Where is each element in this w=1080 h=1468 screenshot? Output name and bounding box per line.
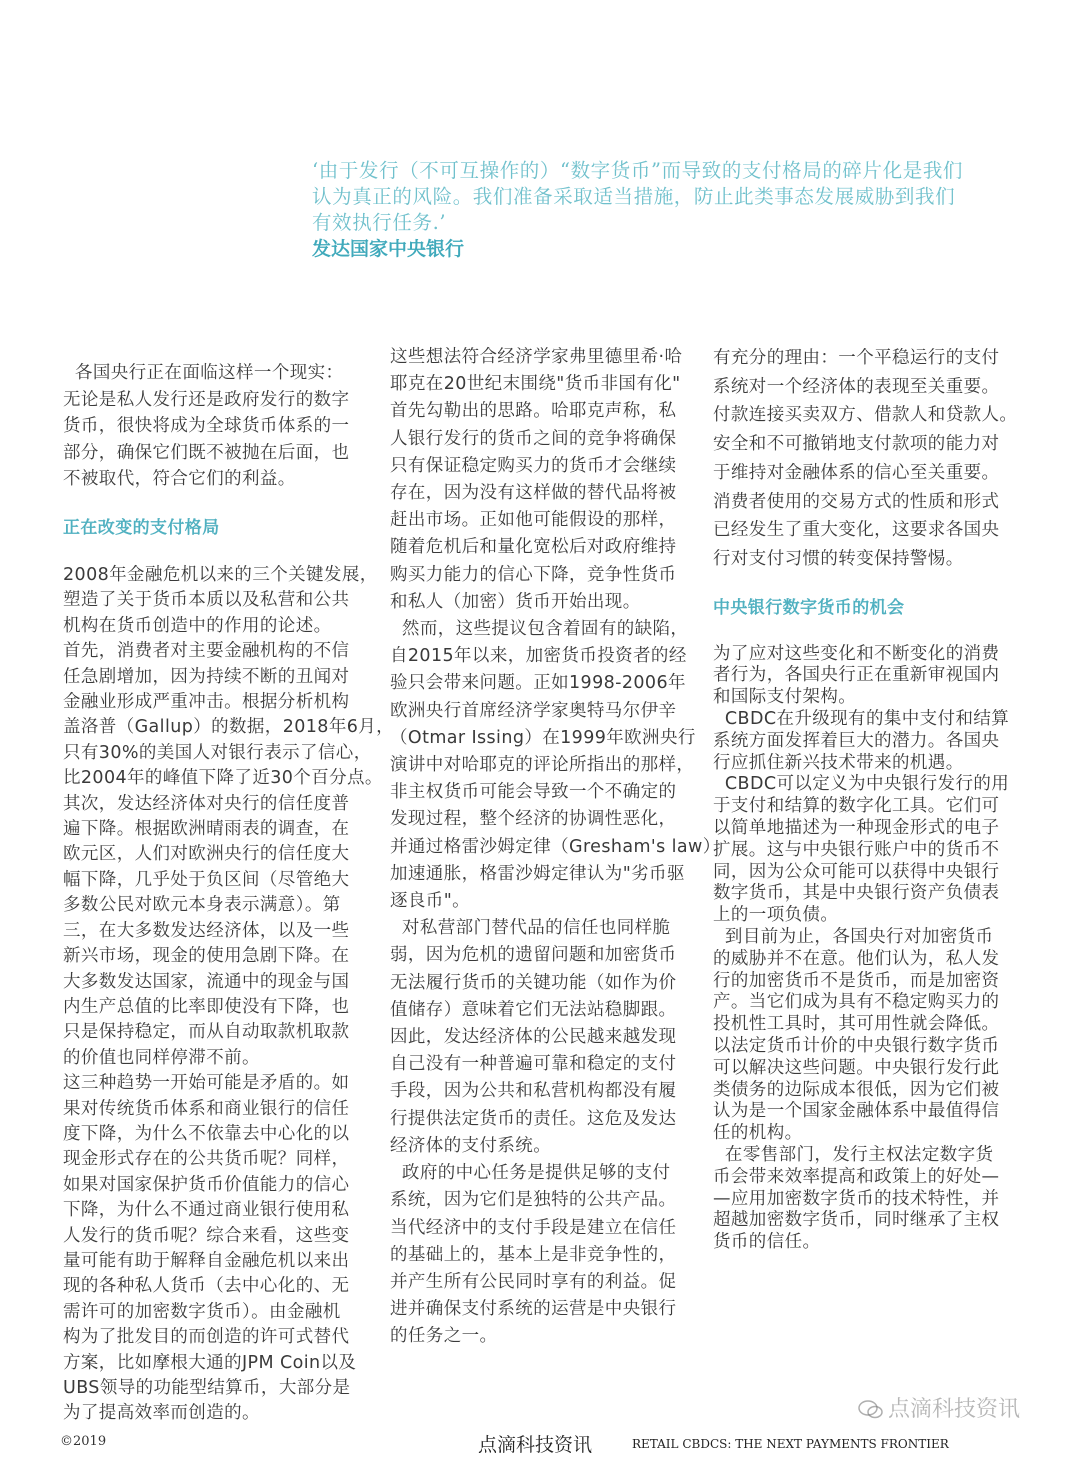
text-line: 自己没有一种普遍可靠和稳定的支付 bbox=[390, 1054, 677, 1075]
text-line: 货币的信任。 bbox=[713, 1232, 821, 1253]
text-line: 产。当它们成为具有不稳定购买力的 bbox=[713, 992, 1000, 1013]
text-line: 到目前为止，各国央行对加密货币 bbox=[713, 926, 994, 947]
text-line: 弱，因为危机的遗留问题和加密货币 bbox=[390, 945, 677, 966]
text-line: 遍下降。根据欧洲晴雨表的调查，在 bbox=[63, 819, 350, 840]
text-line: CBDC在升级现有的集中支付和结算 bbox=[713, 709, 1010, 730]
text-line: 货币，很快将成为全球货币体系的一 bbox=[63, 416, 350, 436]
text-line: 部分，确保它们既不被抛在后面，也 bbox=[63, 442, 350, 463]
text-line: 投机性工具时，其可用性就会降低。 bbox=[713, 1014, 1000, 1035]
text-line: 认为是一个国家金融体系中最值得信 bbox=[713, 1101, 1000, 1122]
text-line: 多数公民对欧元本身表示满意）。第 bbox=[63, 895, 341, 916]
text-line: 以法定货币计价的中央银行数字货币 bbox=[713, 1035, 1000, 1056]
text-line: 这些想法符合经济学家弗里德里希·哈 bbox=[390, 347, 683, 367]
paragraph bbox=[713, 344, 1033, 574]
text-line: 类债务的边际成本很低，因为它们被 bbox=[713, 1079, 1000, 1100]
text-line: 非主权货币可能会导致一个不确定的 bbox=[390, 782, 677, 803]
paragraph bbox=[63, 563, 395, 1427]
text-line: 系统方面发挥着巨大的潜力。各国央 bbox=[713, 730, 1000, 751]
text-line: 因此，发达经济体的公民越来越发现 bbox=[390, 1027, 677, 1048]
text-line: 进并确保支付系统的运营是中央银行 bbox=[390, 1299, 677, 1320]
text-line: 购买力能力的信心下降，竞争性货币 bbox=[390, 564, 677, 585]
paragraph bbox=[390, 616, 721, 915]
text-line: 任急剧增加，因为持续不断的丑闻对 bbox=[63, 666, 350, 687]
text-line: 构为了批发目的而创造的许可式替代 bbox=[63, 1327, 350, 1348]
text-line: 已经发生了重大变化，这要求各国央 bbox=[713, 520, 1000, 541]
text-line: 内生产总值的比率即使没有下降，也 bbox=[63, 996, 350, 1017]
text-line: 欧元区，人们对欧洲央行的信任度大 bbox=[63, 844, 350, 865]
text-line: UBS领导的功能型结算币，大部分是 bbox=[63, 1378, 351, 1398]
text-line: （Otmar Issing）在1999年欧洲央行 bbox=[390, 727, 696, 748]
footer-brand: 点滴科技资讯 bbox=[478, 1434, 593, 1456]
text-line: 可以解决这些问题。中央银行发行此 bbox=[713, 1057, 1000, 1078]
text-line: 盖洛普（Gallup）的数据，2018年6月， bbox=[63, 717, 395, 738]
text-line: 行提供法定货币的责任。这危及发达 bbox=[390, 1108, 677, 1129]
text-line: 中央银行数字货币的机会 bbox=[713, 597, 905, 618]
text-line: 和国际支付架构。 bbox=[713, 687, 857, 708]
text-line: CBDC可以定义为中央银行发行的用 bbox=[713, 774, 1010, 795]
text-line: 系统，因为它们是独特的公共产品。 bbox=[390, 1190, 677, 1211]
text-line: 的威胁并不在意。他们认为，私人发 bbox=[713, 948, 1000, 969]
text-line: 比2004年的峰值下降了近30个百分点。 bbox=[63, 768, 383, 789]
text-line: 为了提高效率而创造的。 bbox=[63, 1403, 260, 1424]
text-line: 幅下降，几乎处于负区间（尽管绝大 bbox=[63, 869, 350, 890]
text-line: 并通过格雷沙姆定律（Gresham's law） bbox=[390, 836, 721, 857]
text-line: 机构在货币创造中的作用的论述。 bbox=[63, 615, 332, 636]
text-line: 币会带来效率提高和政策上的好处— bbox=[713, 1166, 1000, 1187]
text-line: 同，因为公众可能可以获得中央银行 bbox=[713, 861, 1000, 882]
text-line: 存在，因为没有这样做的替代品将被 bbox=[390, 483, 677, 504]
text-line: 于维持对金融体系的信心至关重要。 bbox=[713, 462, 1000, 483]
text-line: 只有保证稳定购买力的货币才会继续 bbox=[390, 455, 677, 476]
quote-line: ‘由于发行（不可互操作的）“数字货币”而导致的支付格局的碎片化是我们 bbox=[312, 159, 964, 182]
text-line: 验只会带来问题。正如1998-2006年 bbox=[390, 673, 686, 694]
wechat-watermark bbox=[858, 1392, 1020, 1423]
text-line: —应用加密数字货币的技术特性，并 bbox=[713, 1188, 1000, 1209]
text-line: 方案，比如摩根大通的JPM Coin以及 bbox=[63, 1352, 357, 1373]
text-line: 付款连接买卖双方、借款人和贷款人。 bbox=[713, 405, 1018, 426]
text-line: 人银行发行的货币之间的竞争将确保 bbox=[390, 428, 677, 449]
text-line: 大多数发达国家，流通中的现金与国 bbox=[63, 971, 350, 992]
text-line: 金融业形成严重冲击。根据分析机构 bbox=[63, 692, 350, 713]
paragraph bbox=[390, 1160, 710, 1350]
text-line: 当代经济中的支付手段是建立在信任 bbox=[390, 1217, 677, 1238]
text-line: 在零售部门，发行主权法定数字货 bbox=[713, 1144, 994, 1165]
copyright: ©2019 bbox=[60, 1434, 107, 1449]
text-line: 的基础上的，基本上是非竞争性的， bbox=[390, 1244, 677, 1265]
quote-line: 有效执行任务.’ bbox=[312, 211, 447, 234]
text-line: 人发行的货币呢？综合来看，这些变 bbox=[63, 1225, 350, 1246]
text-line: 值储存）意味着它们无法站稳脚跟。 bbox=[390, 999, 677, 1020]
text-line: 上的一项负债。 bbox=[713, 905, 839, 926]
text-line: 无法履行货币的关键功能（如作为价 bbox=[390, 972, 677, 993]
text-line: 经济体的支付系统。 bbox=[390, 1135, 552, 1156]
text-line: 逐良币"。 bbox=[390, 891, 471, 912]
text-line: 安全和不可撤销地支付款项的能力对 bbox=[713, 434, 1000, 455]
text-line: 只是保持稳定，而从自动取款机取款 bbox=[63, 1022, 350, 1043]
text-line: 扩展。这与中央银行账户中的货币不 bbox=[713, 839, 1000, 860]
running-title: RETAIL CBDCS: THE NEXT PAYMENTS FRONTIER bbox=[632, 1437, 949, 1451]
text-line: 然而，这些提议包含着固有的缺陷， bbox=[390, 619, 689, 640]
text-line: 并产生所有公民同时享有的利益。促 bbox=[390, 1271, 677, 1292]
text-line: 塑造了关于货币本质以及私营和公共 bbox=[63, 590, 350, 611]
text-line: 行的加密货币不是货币，而是加密资 bbox=[713, 970, 1000, 991]
text-line: 于支付和结算的数字化工具。它们可 bbox=[713, 796, 1000, 817]
text-line: 消费者使用的交易方式的性质和形式 bbox=[713, 491, 1000, 512]
text-line: 现的各种私人货币（去中心化的、无 bbox=[63, 1276, 350, 1297]
text-line: 行应抓住新兴技术带来的机遇。 bbox=[713, 752, 964, 773]
text-line: 的任务之一。 bbox=[390, 1326, 498, 1347]
text-line: 新兴市场，现金的使用急剧下降。在 bbox=[63, 946, 350, 967]
section-heading bbox=[63, 515, 383, 542]
text-line: 耶克在20世纪末围绕"货币非国有化" bbox=[390, 374, 681, 395]
text-line: 度下降，为什么不依靠去中心化的以 bbox=[63, 1123, 350, 1144]
text-line: 其次，发达经济体对央行的信任度普 bbox=[63, 793, 350, 814]
text-line: 这三种趋势一开始可能是矛盾的。如 bbox=[63, 1073, 350, 1094]
text-line: 任的机构。 bbox=[713, 1123, 803, 1144]
text-line: 量可能有助于解释自金融危机以来出 bbox=[63, 1250, 350, 1271]
text-line: 首先勾勒出的思路。哈耶克声称，私 bbox=[390, 401, 677, 422]
text-line: 演讲中对哈耶克的评论所指出的那样， bbox=[390, 755, 695, 776]
text-line: 首先，消费者对主要金融机构的不信 bbox=[63, 641, 350, 662]
text-line: 欧洲央行首席经济学家奥特马尔伊辛 bbox=[390, 700, 677, 721]
text-line: 发现过程，整个经济的协调性恶化， bbox=[390, 809, 677, 830]
text-line: 赶出市场。正如他可能假设的那样， bbox=[390, 510, 677, 531]
wechat-icon bbox=[858, 1399, 884, 1421]
watermark-text: 点滴科技资讯 bbox=[888, 1397, 1021, 1422]
text-line: 数字货币，其是中央银行资产负债表 bbox=[713, 883, 1000, 904]
text-line: 如果对国家保护货币价值能力的信心 bbox=[63, 1174, 350, 1195]
paragraph bbox=[713, 644, 1033, 1254]
text-line: 2008年金融危机以来的三个关键发展， bbox=[63, 565, 378, 585]
text-line: 者行为，各国央行正在重新审视国内 bbox=[713, 665, 1000, 686]
paragraph bbox=[390, 915, 710, 1160]
text-line: 加速通胀，格雷沙姆定律认为"劣币驱 bbox=[390, 863, 685, 884]
text-line: 行对支付习惯的转变保持警惕。 bbox=[713, 548, 964, 569]
text-line: 无论是私人发行还是政府发行的数字 bbox=[63, 389, 350, 410]
text-line: 各国央行正在面临这样一个现实： bbox=[63, 363, 344, 383]
text-line: 三，在大多数发达经济体，以及一些 bbox=[63, 920, 350, 941]
text-line: 超越加密数字货币，同时继承了主权 bbox=[713, 1210, 1000, 1231]
text-line: 对私营部门替代品的信任也同样脆 bbox=[390, 918, 671, 939]
text-line: 下降，为什么不通过商业银行使用私 bbox=[63, 1200, 350, 1221]
text-line: 和私人（加密）货币开始出现。 bbox=[390, 591, 641, 612]
text-line: 只有30%的美国人对银行表示了信心， bbox=[63, 742, 372, 763]
text-line: 现金形式存在的公共货币呢？同样， bbox=[63, 1149, 350, 1170]
text-line: 的价值也同样停滞不前。 bbox=[63, 1047, 260, 1068]
pull-quote bbox=[312, 158, 1032, 262]
text-line: 自2015年以来，加密货币投资者的经 bbox=[390, 646, 687, 667]
text-line: 果对传统货币体系和商业银行的信任 bbox=[63, 1098, 350, 1119]
text-line: 政府的中心任务是提供足够的支付 bbox=[390, 1163, 671, 1184]
section-heading bbox=[713, 594, 1033, 622]
quote-line: 认为真正的风险。我们准备采取适当措施，防止此类事态发展威胁到我们 bbox=[312, 185, 956, 208]
text-line: 需许可的加密数字货币）。由金融机 bbox=[63, 1301, 341, 1322]
column-1 bbox=[63, 360, 395, 1427]
text-line: 不被取代，符合它们的利益。 bbox=[63, 469, 296, 489]
text-line: 系统对一个经济体的表现至关重要。 bbox=[713, 376, 1000, 397]
text-line: 随着危机后和量化宽松后对政府维持 bbox=[390, 537, 677, 558]
paragraph bbox=[63, 360, 383, 493]
text-line: 以简单地描述为一种现金形式的电子 bbox=[713, 818, 1000, 838]
column-3 bbox=[713, 344, 1033, 1254]
quote-attribution: 发达国家中央银行 bbox=[312, 238, 465, 260]
text-line: 正在改变的支付格局 bbox=[63, 517, 220, 538]
text-line: 为了应对这些变化和不断变化的消费 bbox=[713, 643, 1000, 664]
text-line: 有充分的理由：一个平稳运行的支付 bbox=[713, 348, 1000, 368]
paragraph bbox=[390, 344, 710, 616]
column-2 bbox=[390, 344, 721, 1351]
text-line: 手段，因为公共和私营机构都没有履 bbox=[390, 1081, 677, 1102]
